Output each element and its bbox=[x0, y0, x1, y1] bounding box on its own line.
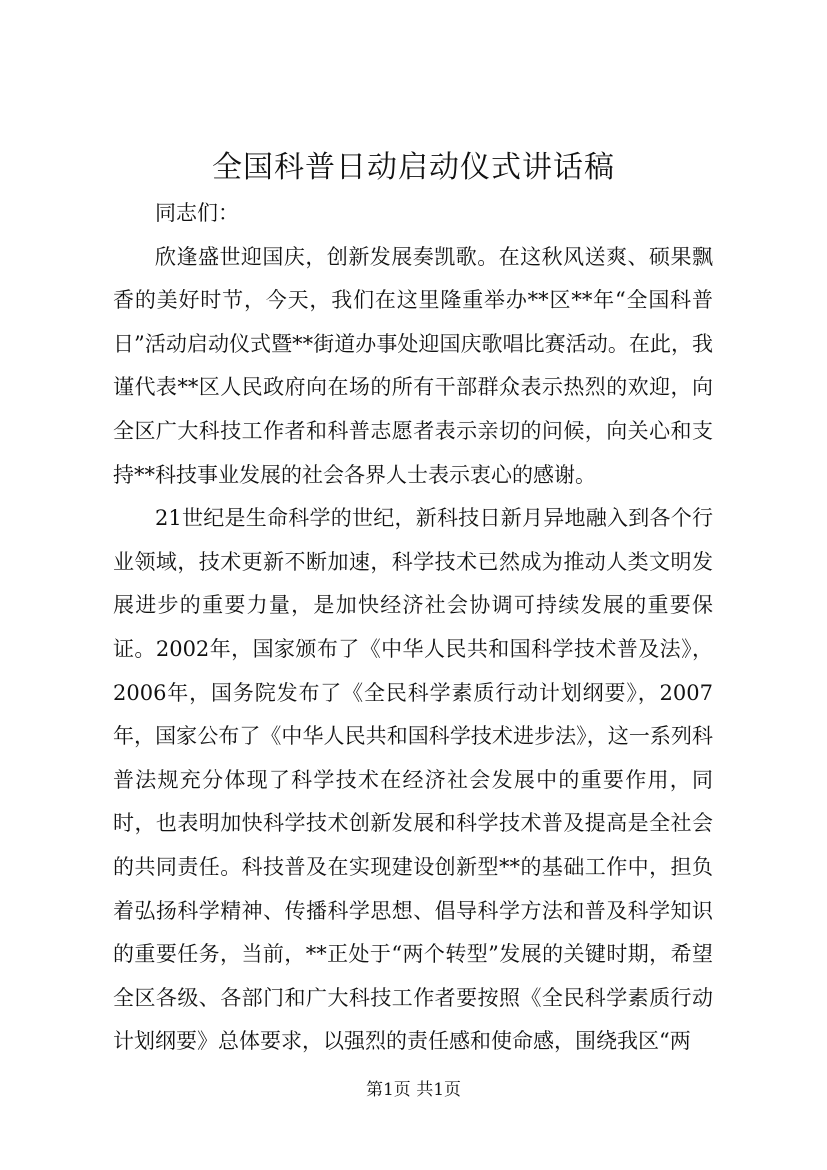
page-footer: 第1页 共1页 bbox=[365, 1080, 462, 1100]
salutation: 同志们： bbox=[155, 201, 239, 225]
document-body bbox=[113, 192, 713, 1064]
paragraph-2: 21世纪是生命科学的世纪，新科技日新月异地融入到各个行业领域，技术更新不断加速，科学技术已然成为推动人类文明发展进步的重要力量，是加快经济社会协调可持续发展的重要保证。2002年，国家颁布了《中华人民共和国科学技术普及法》，2006年，国务院发布了《全民科学素质行动计划纲要》，2007年，国家公布了《中华人民共和国科学技术进步法》，这一系列科普法规充分体现了科学技术在经济社会发展中的重要作用，同时，也表明加快科学技术创新发展和科学技术普及提高是全社会的共同责任。科技普及在实现建设创新型**的基础工作中，担负着弘扬科学精神、传播科学思想、倡导科学方法和普及科学知识的重要任务，当前，**正处于“两个转型”发展的关键时期，希望全区各级、各部门和广大科技工作者要按照《全民科学素质行动计划纲要》总体要求，以强烈的责任感和使命感，围绕我区“两 bbox=[113, 506, 713, 1054]
document-title: 全国科普日动启动仪式讲话稿 bbox=[212, 150, 615, 185]
paragraph-1: 欣逢盛世迎国庆，创新发展奏凯歌。在这秋风送爽、硕果飘香的美好时节，今天，我们在这里隆重举办**区**年“全国科普日”活动启动仪式暨**街道办事处迎国庆歌唱比赛活动。在此，我谨代表**区人民政府向在场的所有干部群众表示热烈的欢迎，向全区广大科技工作者和科普志愿者表示亲切的问候，向关心和支持**科技事业发展的社会各界人士表示衷心的感谢。 bbox=[113, 244, 713, 487]
